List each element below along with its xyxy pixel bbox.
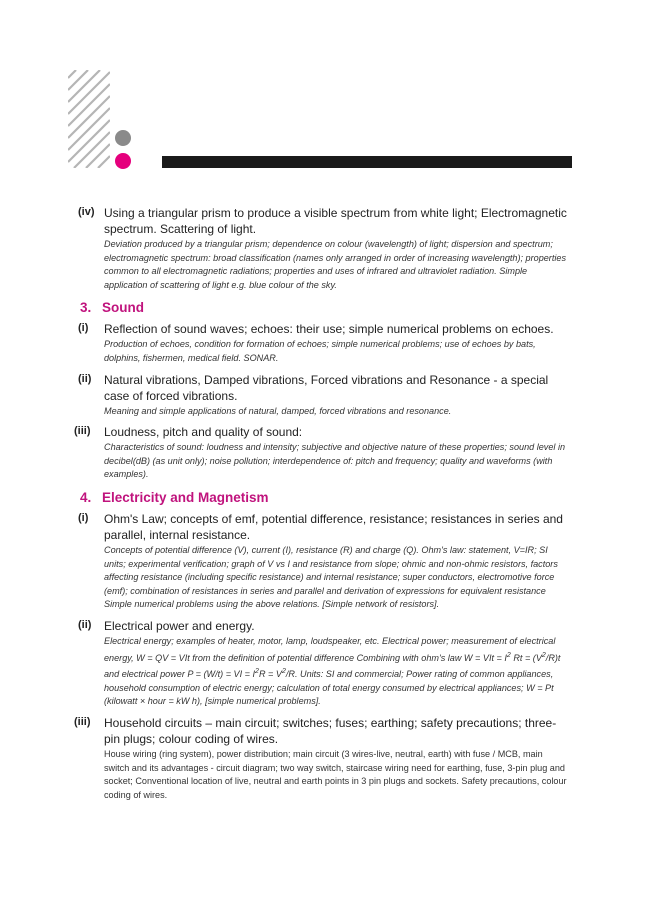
item-number: (i) <box>78 511 89 524</box>
section-title: Electricity and Magnetism <box>102 489 269 505</box>
item-title: Ohm's Law; concepts of emf, potential difference, resistance; resistances in series and parallel, internal resistance. <box>104 511 563 542</box>
item-title: Loudness, pitch and quality of sound: <box>104 425 303 440</box>
item-number: (ii) <box>78 372 92 385</box>
superscript: 2 <box>281 668 286 676</box>
topic-loudness-pitch <box>74 424 570 482</box>
grey-dot-decoration <box>115 130 131 146</box>
item-description: Characteristics of sound: loudness and intensity; subjective and objective nature of these properties; sound level in decibel(dB) (as unit only); noise pollution; interdependence of: pitch and frequency; quality and waveforms (with examples). <box>104 442 566 480</box>
topic-echoes <box>80 321 570 365</box>
item-number: (iii) <box>74 715 91 728</box>
desc-part: /R. Units: SI and commercial; Power rating of common appliances, household consumption of electric energy; calculation of total energy consumed by electrical appliances; W = Pt (kilowatt × hour = kW h), [simple numerical problems]. <box>104 669 554 707</box>
topic-ohms-law <box>80 511 570 612</box>
item-description: Meaning and simple applications of natural, damped, forced vibrations and resonance. <box>104 405 452 416</box>
item-description: Concepts of potential difference (V), current (I), resistance (R) and charge (Q). Ohm's law: statement, V=IR; SI units; experimental verification; graph of V vs I and resistance from slope; ohmic and non-ohmic resistors, factors affecting resistance (including specific resistance) and internal resistance; super conductors, electromotive force (emf); combination of resistances in series and parallel and derivation of expressions for equivalent resistance Simple numerical problems using the above relations. [Simple network of resistors]. <box>104 544 558 610</box>
section-heading-electricity <box>80 490 570 505</box>
hatch-decoration <box>68 70 110 168</box>
item-number: (ii) <box>78 618 92 631</box>
section-heading-sound <box>80 300 570 315</box>
superscript: 2 <box>255 668 259 676</box>
superscript: 2 <box>506 651 511 659</box>
desc-part: Rt = (V <box>510 652 542 663</box>
item-title: Natural vibrations, Damped vibrations, Forced vibrations and Resonance - a special case of forced vibrations. <box>104 372 549 403</box>
pink-dot-decoration <box>115 153 131 169</box>
desc-part: Electrical energy; examples of heater, motor, lamp, loudspeaker, etc. Electrical power; measurement of electrical energy, W = QV = VIt from the definition of potential difference Combining with ohm's law W = VIt = I <box>104 635 556 663</box>
header-bar <box>162 156 572 168</box>
item-number: (iv) <box>78 206 95 218</box>
item-description: House wiring (ring system), power distribution; main circuit (3 wires-live, neutral, earth) with fuse / MCB, main switch and its advantages - circuit diagram; two way switch, staircase wiring need for earthing, fuse, 3-pin plug and socket; Conventional location of live, neutral and earth points in 3 pin plugs and sockets. Safety precautions, colour coding of wires. <box>104 748 567 800</box>
superscript: 2 <box>541 651 546 659</box>
item-title: Electrical power and energy. <box>104 618 255 633</box>
section-number: 4. <box>80 489 92 505</box>
item-title: Using a triangular prism to produce a visible spectrum from white light; Electromagnetic spectrum. Scattering of light. <box>104 206 567 236</box>
topic-electrical-power <box>80 618 570 709</box>
item-title: Household circuits – main circuit; switches; fuses; earthing; safety precautions; three-pin plugs; colour coding of wires. <box>104 715 557 746</box>
item-description: Deviation produced by a triangular prism; dependence on colour (wavelength) of light; dispersion and spectrum; electromagnetic spectrum: broad classification (names only arranged in order of increasing wavelength); properties common to all electromagnetic radiations; properties and uses of infrared and ultraviolet radiation. Simple application of scattering of light e.g. blue colour of the sky. <box>104 239 566 290</box>
topic-household-circuits <box>74 715 570 802</box>
topic-prism-spectrum <box>80 205 570 292</box>
item-number: (iii) <box>74 425 91 438</box>
item-number: (i) <box>78 322 89 335</box>
item-description <box>104 635 570 709</box>
section-number: 3. <box>80 300 92 316</box>
syllabus-content <box>74 205 570 808</box>
desc-part: /R)t and electrical power P = (W/t) = VI = I <box>104 652 561 680</box>
item-description: Production of echoes, condition for formation of echoes; simple numerical problems; use of echoes by bats, dolphins, fishermen, medical field. SONAR. <box>104 339 536 363</box>
desc-part: R = V <box>258 669 282 680</box>
item-title: Reflection of sound waves; echoes: their use; simple numerical problems on echoes. <box>104 322 554 337</box>
section-title: Sound <box>102 300 144 316</box>
topic-vibrations <box>80 372 570 419</box>
